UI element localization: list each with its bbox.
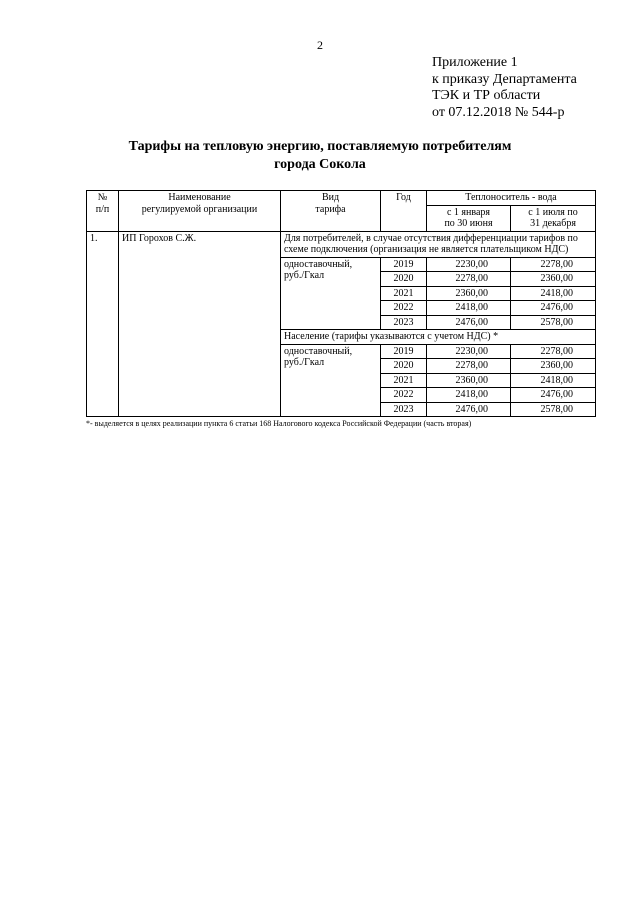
year-cell: 2021 — [381, 373, 427, 388]
year-cell: 2023 — [381, 315, 427, 330]
year-cell: 2020 — [381, 359, 427, 374]
tariff-value-h2: 2578,00 — [511, 315, 596, 330]
year-cell: 2022 — [381, 301, 427, 316]
tariff-value-h2: 2278,00 — [511, 344, 596, 359]
tariff-type: одноставочный, руб./Гкал — [281, 257, 381, 330]
tariff-value-h1: 2360,00 — [427, 373, 511, 388]
tariff-value-h2: 2418,00 — [511, 286, 596, 301]
appendix-line: Приложение 1 — [432, 55, 518, 70]
tariff-value-h1: 2476,00 — [427, 402, 511, 417]
tariff-value-h2: 2360,00 — [511, 359, 596, 374]
tariff-value-h2: 2360,00 — [511, 272, 596, 287]
appendix-line: к приказу Департамента — [432, 71, 577, 87]
year-cell: 2019 — [381, 344, 427, 359]
tariff-value-h2: 2578,00 — [511, 402, 596, 417]
header-carrier: Теплоноситель - вода — [427, 191, 596, 206]
year-cell: 2022 — [381, 388, 427, 403]
tariff-value-h2: 2418,00 — [511, 373, 596, 388]
header-tariff-type: Вид тарифа — [281, 191, 381, 232]
tariff-value-h1: 2418,00 — [427, 388, 511, 403]
tariff-value-h2: 2278,00 — [511, 257, 596, 272]
tariff-value-h1: 2360,00 — [427, 286, 511, 301]
title-line: Тарифы на тепловую энергию, поставляемую потребителям — [128, 139, 512, 154]
tariff-value-h1: 2476,00 — [427, 315, 511, 330]
header-period-1: с 1 января по 30 июня — [427, 205, 511, 231]
section-label: Население (тарифы указываются с учетом НДС) * — [281, 330, 596, 345]
year-cell: 2019 — [381, 257, 427, 272]
year-cell: 2021 — [381, 286, 427, 301]
header-year: Год — [381, 191, 427, 232]
appendix-block — [432, 55, 577, 121]
tariff-type: одноставочный, руб./Гкал — [281, 344, 381, 417]
tariffs-table — [86, 190, 596, 417]
page-number: 2 — [317, 38, 323, 52]
section-label: Для потребителей, в случае отсутствия дифференциации тарифов по схеме подключения (организация не является плательщиком НДС) — [281, 231, 596, 257]
tariff-value-h2: 2476,00 — [511, 301, 596, 316]
table-row — [87, 231, 596, 257]
document-title — [0, 138, 640, 174]
header-num: № п/п — [87, 191, 119, 232]
tariff-value-h1: 2278,00 — [427, 359, 511, 374]
year-cell: 2023 — [381, 402, 427, 417]
tariff-value-h1: 2230,00 — [427, 257, 511, 272]
header-organization: Наименование регулируемой организации — [119, 191, 281, 232]
title-line: города Сокола — [274, 157, 366, 172]
tariff-value-h1: 2278,00 — [427, 272, 511, 287]
header-period-2: с 1 июля по 31 декабря — [511, 205, 596, 231]
row-number: 1. — [87, 231, 119, 417]
organization-name: ИП Горохов С.Ж. — [119, 231, 281, 417]
tariff-value-h1: 2418,00 — [427, 301, 511, 316]
footnote: *- выделяется в целях реализации пункта 6 статьи 168 Налогового кодекса Российской Федерации (часть вторая) — [86, 419, 472, 428]
tariff-value-h2: 2476,00 — [511, 388, 596, 403]
appendix-line: от 07.12.2018 № 544-р — [432, 104, 565, 120]
year-cell: 2020 — [381, 272, 427, 287]
tariff-value-h1: 2230,00 — [427, 344, 511, 359]
appendix-line: ТЭК и ТР области — [432, 88, 541, 103]
